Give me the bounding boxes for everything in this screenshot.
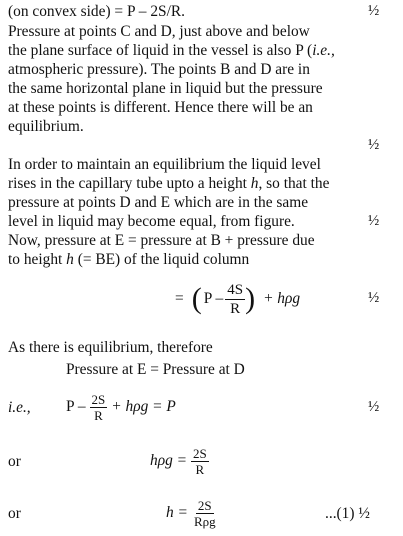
equation-tail: + hρg = P: [111, 398, 176, 415]
fraction: [192, 498, 218, 529]
numerator: 2S: [193, 445, 207, 461]
half-mark: ½: [368, 213, 380, 229]
text-segment: , so that the: [258, 175, 330, 192]
text-italic: h: [250, 175, 259, 192]
text-italic: h: [66, 251, 74, 268]
text-segment: rises in the capillary tube upto a height: [8, 175, 251, 192]
open-paren: (: [191, 282, 202, 315]
text-line-1: (on convex side) = P – 2S/R.: [8, 3, 185, 20]
equation-label: i.e.,: [8, 399, 31, 416]
equation-tail: + hρg: [263, 290, 301, 307]
denominator: R: [94, 407, 103, 423]
text-segment: the plane surface of liquid in the vessel is also P (: [8, 42, 313, 59]
text-line-13: [8, 251, 249, 268]
text-line-9: [8, 175, 329, 192]
equation-2: [66, 384, 176, 430]
equation-lhs: h =: [166, 504, 188, 521]
equation-label: or: [8, 453, 21, 470]
text-line-11: level in liquid may become equal, from figure.: [8, 213, 295, 230]
equation-reference: ...(1) ½: [325, 505, 370, 522]
fraction: [90, 392, 108, 423]
half-mark: ½: [368, 399, 380, 415]
equation-1: [175, 276, 300, 322]
text-line-3: [8, 42, 335, 59]
text-line-12: Now, pressure at E = pressure at B + pressure due: [8, 232, 315, 249]
text-line-10: pressure at points D and E which are in the same: [8, 194, 309, 211]
text-line-15: Pressure at E = Pressure at D: [66, 361, 245, 378]
fraction: [225, 281, 245, 318]
fraction: [191, 446, 209, 477]
text-segment: to height: [8, 251, 67, 268]
denominator: R: [230, 300, 241, 317]
text-line-14: As there is equilibrium, therefore: [8, 339, 213, 356]
text-line-6: at these points is different. Hence there will be an: [8, 99, 313, 116]
numerator: 2S: [197, 497, 212, 513]
text-line-2: Pressure at points C and D, just above and below: [8, 23, 310, 40]
text-line-8: In order to maintain an equilibrium the liquid level: [8, 156, 321, 173]
equation-4: [166, 490, 218, 536]
p-minus: P –: [66, 398, 86, 415]
text-line-5: the same horizontal plane in liquid but the pressure: [8, 80, 323, 97]
text-line-4: atmospheric pressure). The points B and D are in: [8, 61, 310, 78]
denominator: Rρg: [193, 513, 216, 529]
p-minus: P –: [203, 290, 224, 307]
half-mark: ½: [368, 137, 380, 153]
equation-3: [150, 438, 209, 484]
text-italic: i.e.,: [312, 42, 335, 59]
equals-sign: =: [175, 290, 184, 307]
text-line-7: equilibrium.: [8, 118, 84, 135]
equation-lhs: hρg =: [150, 452, 188, 469]
equation-label: or: [8, 505, 21, 522]
numerator: 2S: [91, 391, 106, 407]
close-paren: ): [245, 282, 256, 315]
half-mark: ½: [368, 290, 380, 306]
text-segment: (= BE) of the liquid column: [73, 251, 250, 268]
denominator: R: [195, 461, 205, 477]
numerator: 4S: [227, 281, 244, 298]
half-mark: ½: [368, 3, 380, 19]
